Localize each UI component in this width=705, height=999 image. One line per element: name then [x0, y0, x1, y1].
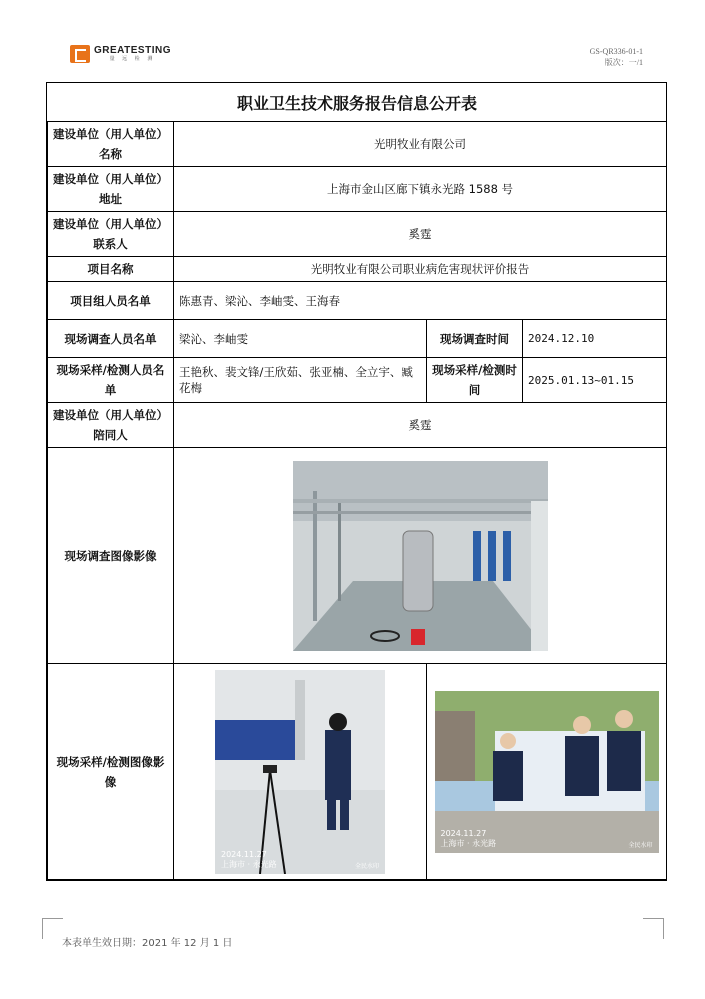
- team: 陈惠青、梁沁、李岫雯、王海春: [174, 282, 667, 320]
- photo2-location: 上海市 · 永光路: [440, 838, 497, 848]
- doc-no: GS-QR336-01-1: [589, 47, 643, 56]
- brand-name: GREATESTING: [94, 44, 171, 56]
- sampling-photo-1: [215, 670, 385, 874]
- photo1-stamp: [221, 850, 277, 870]
- escort: 奚霆: [174, 403, 667, 448]
- survey-staff: 梁沁、李岫雯: [174, 320, 427, 358]
- photo1-watermark: 全民水印: [354, 862, 379, 870]
- photo2-date: 2024.11.27: [440, 828, 487, 838]
- sampling-staff-label: 现场采样/检测人员名单: [48, 358, 174, 403]
- survey-time: 2024.12.10: [523, 320, 667, 358]
- photo1-location: 上海市 · 永光路: [221, 859, 277, 869]
- sampling-time: 2025.01.13~01.15: [523, 358, 667, 403]
- photo2-watermark: 全民水印: [628, 841, 653, 849]
- page-title: 职业卫生技术服务报告信息公开表: [48, 83, 667, 122]
- logo-icon: [70, 45, 90, 63]
- team-label: 项目组人员名单: [48, 282, 174, 320]
- info-table: [46, 82, 667, 881]
- unit-addr: 上海市金山区廊下镇永光路 1588 号: [174, 167, 667, 212]
- survey-photo-label: 现场调查图像影像: [48, 448, 174, 664]
- doc-version: 版次：一/1: [604, 58, 643, 67]
- company-logo: [70, 45, 171, 63]
- unit-name-label: 建设单位（用人单位）名称: [48, 122, 174, 167]
- document-number-block: [590, 46, 643, 68]
- photo2-stamp: [441, 829, 497, 849]
- photo1-date: 2024.11.27: [221, 849, 267, 859]
- factory-interior-image: [293, 461, 548, 651]
- worker-sampling-image: [215, 670, 385, 874]
- unit-addr-label: 建设单位（用人单位）地址: [48, 167, 174, 212]
- sampling-staff: 王艳秋、裴文锋/王欣茹、张亚楠、全立宇、臧花梅: [174, 358, 427, 403]
- survey-time-label: 现场调查时间: [427, 320, 523, 358]
- survey-staff-label: 现场调查人员名单: [48, 320, 174, 358]
- project-label: 项目名称: [48, 257, 174, 282]
- project: 光明牧业有限公司职业病危害现状评价报告: [174, 257, 667, 282]
- sampling-time-label: 现场采样/检测时间: [427, 358, 523, 403]
- escort-label: 建设单位（用人单位）陪同人: [48, 403, 174, 448]
- contact: 奚霆: [174, 212, 667, 257]
- sampling-photo-2: [435, 691, 659, 853]
- survey-photo: [293, 461, 548, 651]
- corner-mark-right: [643, 918, 664, 939]
- unit-name: 光明牧业有限公司: [174, 122, 667, 167]
- sampling-photo-label: 现场采样/检测图像影像: [48, 664, 174, 880]
- contact-label: 建设单位（用人单位）联系人: [48, 212, 174, 257]
- corner-mark-left: [42, 918, 63, 939]
- effective-date: 本表单生效日期：2021 年 12 月 1 日: [62, 938, 233, 949]
- brand-sub: 量 远 检 测: [109, 55, 156, 62]
